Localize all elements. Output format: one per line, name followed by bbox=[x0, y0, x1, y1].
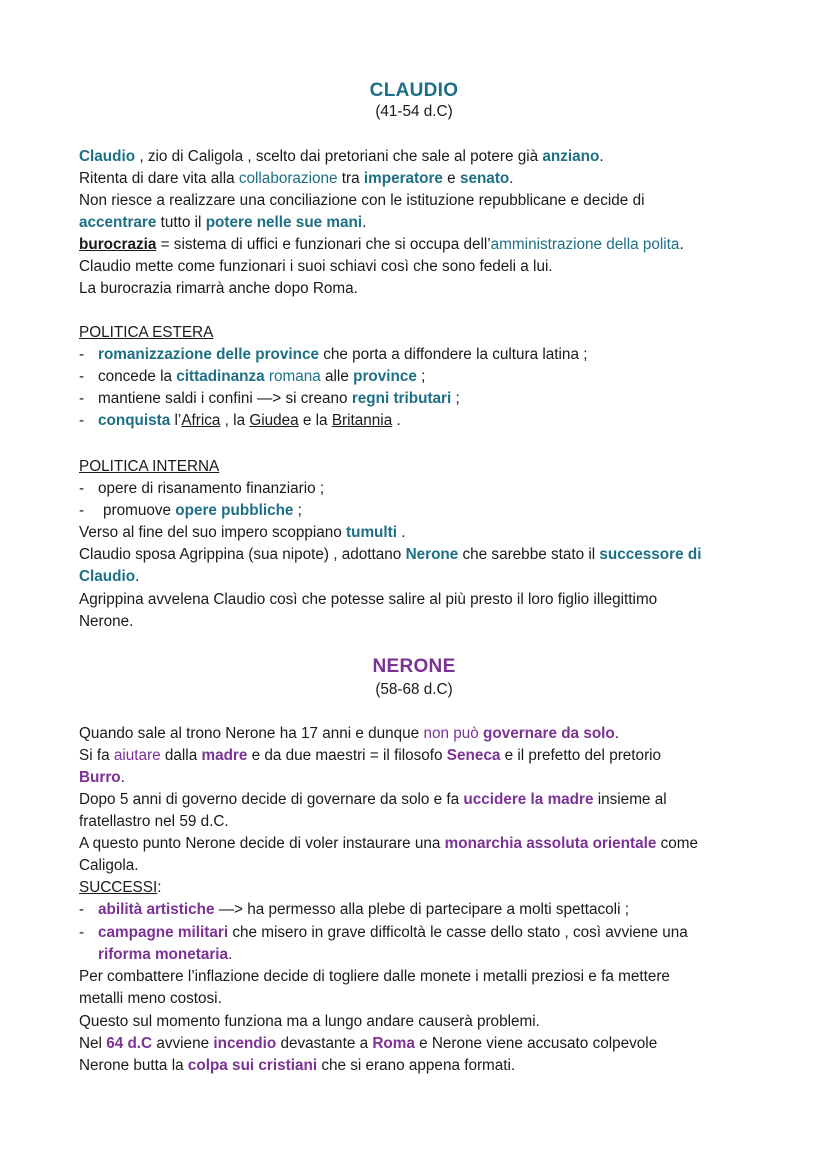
keyword: tumulti bbox=[346, 524, 397, 541]
bullet-dash: - bbox=[79, 924, 85, 941]
keyword: successore di bbox=[599, 546, 702, 563]
text: . bbox=[392, 412, 401, 429]
interna-line-4: Agrippina avvelena Claudio così che potesse salire al più presto il loro figlio illegittimo bbox=[79, 591, 658, 608]
text: , zio di Caligola , scelto dai pretoriani che sale al potere già bbox=[135, 148, 543, 165]
keyword: colpa sui cristiani bbox=[187, 1057, 318, 1074]
keyword: romana bbox=[264, 368, 321, 385]
nerone-line-4 bbox=[79, 789, 667, 811]
interna-line-3 bbox=[79, 566, 139, 588]
text: e il prefetto del pretorio bbox=[500, 747, 662, 764]
text: avviene bbox=[152, 1035, 214, 1052]
claudio-intro-line-1 bbox=[79, 146, 604, 168]
keyword: cittadinanza bbox=[176, 368, 265, 385]
interna-line-5: Nerone. bbox=[79, 613, 134, 630]
text: Ritenta di dare vita alla bbox=[79, 170, 239, 187]
bullet-dash: - bbox=[79, 412, 85, 429]
keyword: accentrare bbox=[79, 214, 157, 231]
claudio-intro-line-4 bbox=[79, 212, 366, 234]
politica-estera-heading: POLITICA ESTERA bbox=[79, 324, 214, 341]
text: e Nerone viene accusato colpevole bbox=[414, 1035, 658, 1052]
estera-item-3 bbox=[98, 388, 460, 410]
keyword: conquista bbox=[98, 412, 171, 429]
bullet-dash: - bbox=[79, 502, 85, 519]
text: mantiene saldi i confini —> si creano bbox=[98, 390, 352, 407]
claudio-intro-line-6: Claudio mette come funzionari i suoi schiavi così che sono fedeli a lui. bbox=[79, 258, 553, 275]
text: —> ha permesso alla plebe di partecipare a molti spettacoli ; bbox=[214, 901, 629, 918]
text: A questo punto Nerone decide di voler instaurare una bbox=[79, 835, 445, 852]
interna-item-2 bbox=[103, 500, 302, 522]
keyword: madre bbox=[201, 747, 248, 764]
text: l’ bbox=[170, 412, 182, 429]
place: Giudea bbox=[249, 412, 299, 429]
text: che misero in grave difficoltà le casse dello stato , così avviene una bbox=[228, 924, 688, 941]
keyword: burocrazia bbox=[79, 236, 157, 253]
text: Dopo 5 anni di governo decide di governare da solo e fa bbox=[79, 791, 464, 808]
nerone-line-9: metalli meno costosi. bbox=[79, 990, 222, 1007]
text: . bbox=[397, 524, 406, 541]
text: . bbox=[362, 214, 367, 231]
text: Claudio sposa Agrippina (sua nipote) , adottano bbox=[79, 546, 406, 563]
keyword: imperatore bbox=[363, 170, 443, 187]
keyword: opere pubbliche bbox=[175, 502, 294, 519]
text: che si erano appena formati. bbox=[317, 1057, 516, 1074]
estera-item-1 bbox=[98, 344, 587, 366]
keyword: regni tributari bbox=[351, 390, 452, 407]
politica-interna-heading: POLITICA INTERNA bbox=[79, 458, 220, 475]
text: Verso al fine del suo impero scoppiano bbox=[79, 524, 347, 541]
keyword: province bbox=[353, 368, 417, 385]
interna-item-1: opere di risanamento finanziario ; bbox=[98, 480, 325, 497]
nerone-dates: (58-68 d.C) bbox=[375, 681, 453, 698]
nerone-line-2 bbox=[79, 745, 661, 767]
bullet-dash: - bbox=[79, 390, 85, 407]
nerone-line-8: Per combattere l’inflazione decide di togliere dalle monete i metalli preziosi e fa mettere bbox=[79, 968, 670, 985]
interna-line-1 bbox=[79, 522, 406, 544]
keyword: Roma bbox=[372, 1035, 415, 1052]
text: . bbox=[614, 725, 620, 742]
claudio-intro-line-2 bbox=[79, 168, 514, 190]
keyword: 64 d.C bbox=[106, 1035, 153, 1052]
text: tra bbox=[337, 170, 364, 187]
keyword: incendio bbox=[213, 1035, 277, 1052]
text: . bbox=[228, 946, 233, 963]
claudio-intro-line-7: La burocrazia rimarrà anche dopo Roma. bbox=[79, 280, 358, 297]
text: e da due maestri = il filosofo bbox=[247, 747, 447, 764]
text: devastante a bbox=[276, 1035, 373, 1052]
keyword: anziano bbox=[542, 148, 600, 165]
place: Britannia bbox=[331, 412, 393, 429]
nerone-line-10: Questo sul momento funziona ma a lungo andare causerà problemi. bbox=[79, 1013, 540, 1030]
interna-line-2 bbox=[79, 544, 701, 566]
text: Nel bbox=[79, 1035, 107, 1052]
keyword: monarchia assoluta orientale bbox=[444, 835, 657, 852]
text: ; bbox=[416, 368, 426, 385]
text: insieme al bbox=[593, 791, 667, 808]
text: e la bbox=[298, 412, 332, 429]
text: , la bbox=[220, 412, 250, 429]
keyword: romanizzazione delle province bbox=[98, 346, 320, 363]
claudio-title: CLAUDIO bbox=[369, 80, 459, 101]
nerone-line-5: fratellastro nel 59 d.C. bbox=[79, 813, 229, 830]
text: = sistema di uffici e funzionari che si occupa dell’ bbox=[156, 236, 491, 253]
claudio-intro-line-5 bbox=[79, 234, 684, 256]
text: Nerone butta la bbox=[79, 1057, 188, 1074]
keyword: Nerone bbox=[405, 546, 459, 563]
nerone-title: NERONE bbox=[372, 656, 456, 677]
keyword: campagne militari bbox=[98, 924, 229, 941]
keyword: Claudio bbox=[79, 568, 136, 585]
successi-heading bbox=[79, 877, 161, 899]
text: . bbox=[679, 236, 684, 253]
nerone-line-6 bbox=[79, 833, 698, 855]
bullet-dash: - bbox=[79, 368, 85, 385]
keyword: uccidere la madre bbox=[463, 791, 594, 808]
keyword: Seneca bbox=[446, 747, 501, 764]
place: Africa bbox=[181, 412, 221, 429]
text: ; bbox=[293, 502, 302, 519]
text: . bbox=[120, 769, 125, 786]
keyword: governare da solo bbox=[483, 725, 615, 742]
successi-item-1 bbox=[98, 899, 629, 921]
text: che porta a diffondere la cultura latina ; bbox=[319, 346, 588, 363]
nerone-line-7: Caligola. bbox=[79, 857, 139, 874]
keyword: collaborazione bbox=[238, 170, 338, 187]
successi-item-2 bbox=[98, 922, 688, 944]
text: ; bbox=[451, 390, 460, 407]
estera-item-4 bbox=[98, 410, 401, 432]
text: come bbox=[656, 835, 699, 852]
bullet-dash: - bbox=[79, 901, 85, 918]
text: alle bbox=[320, 368, 354, 385]
text: tutto il bbox=[156, 214, 206, 231]
keyword: potere nelle sue mani bbox=[205, 214, 363, 231]
nerone-line-11 bbox=[79, 1033, 657, 1055]
text: Si fa bbox=[79, 747, 114, 764]
successi-item-2-cont bbox=[98, 944, 232, 966]
text: : bbox=[157, 879, 162, 896]
keyword: Claudio bbox=[79, 148, 136, 165]
text: . bbox=[599, 148, 604, 165]
text: che sarebbe stato il bbox=[458, 546, 600, 563]
nerone-line-12 bbox=[79, 1055, 515, 1077]
keyword: Burro bbox=[79, 769, 121, 786]
nerone-line-1 bbox=[79, 723, 619, 745]
estera-item-2 bbox=[98, 366, 425, 388]
nerone-line-3 bbox=[79, 767, 125, 789]
keyword: senato bbox=[459, 170, 510, 187]
claudio-intro-line-3: Non riesce a realizzare una conciliazione con le istituzione repubblicane e decide di bbox=[79, 192, 645, 209]
keyword: non può bbox=[423, 725, 483, 742]
keyword: amministrazione della polita bbox=[490, 236, 680, 253]
bullet-dash: - bbox=[79, 346, 85, 363]
text: concede la bbox=[98, 368, 177, 385]
text: e bbox=[442, 170, 460, 187]
text: promuove bbox=[103, 502, 176, 519]
text: . bbox=[509, 170, 514, 187]
keyword: riforma monetaria bbox=[98, 946, 229, 963]
keyword: abilità artistiche bbox=[98, 901, 215, 918]
successi-label: SUCCESSI bbox=[79, 879, 158, 896]
text: Quando sale al trono Nerone ha 17 anni e dunque bbox=[79, 725, 424, 742]
text: . bbox=[135, 568, 140, 585]
keyword: aiutare bbox=[113, 747, 161, 764]
text: dalla bbox=[160, 747, 202, 764]
claudio-dates: (41-54 d.C) bbox=[375, 103, 453, 120]
bullet-dash: - bbox=[79, 480, 85, 497]
